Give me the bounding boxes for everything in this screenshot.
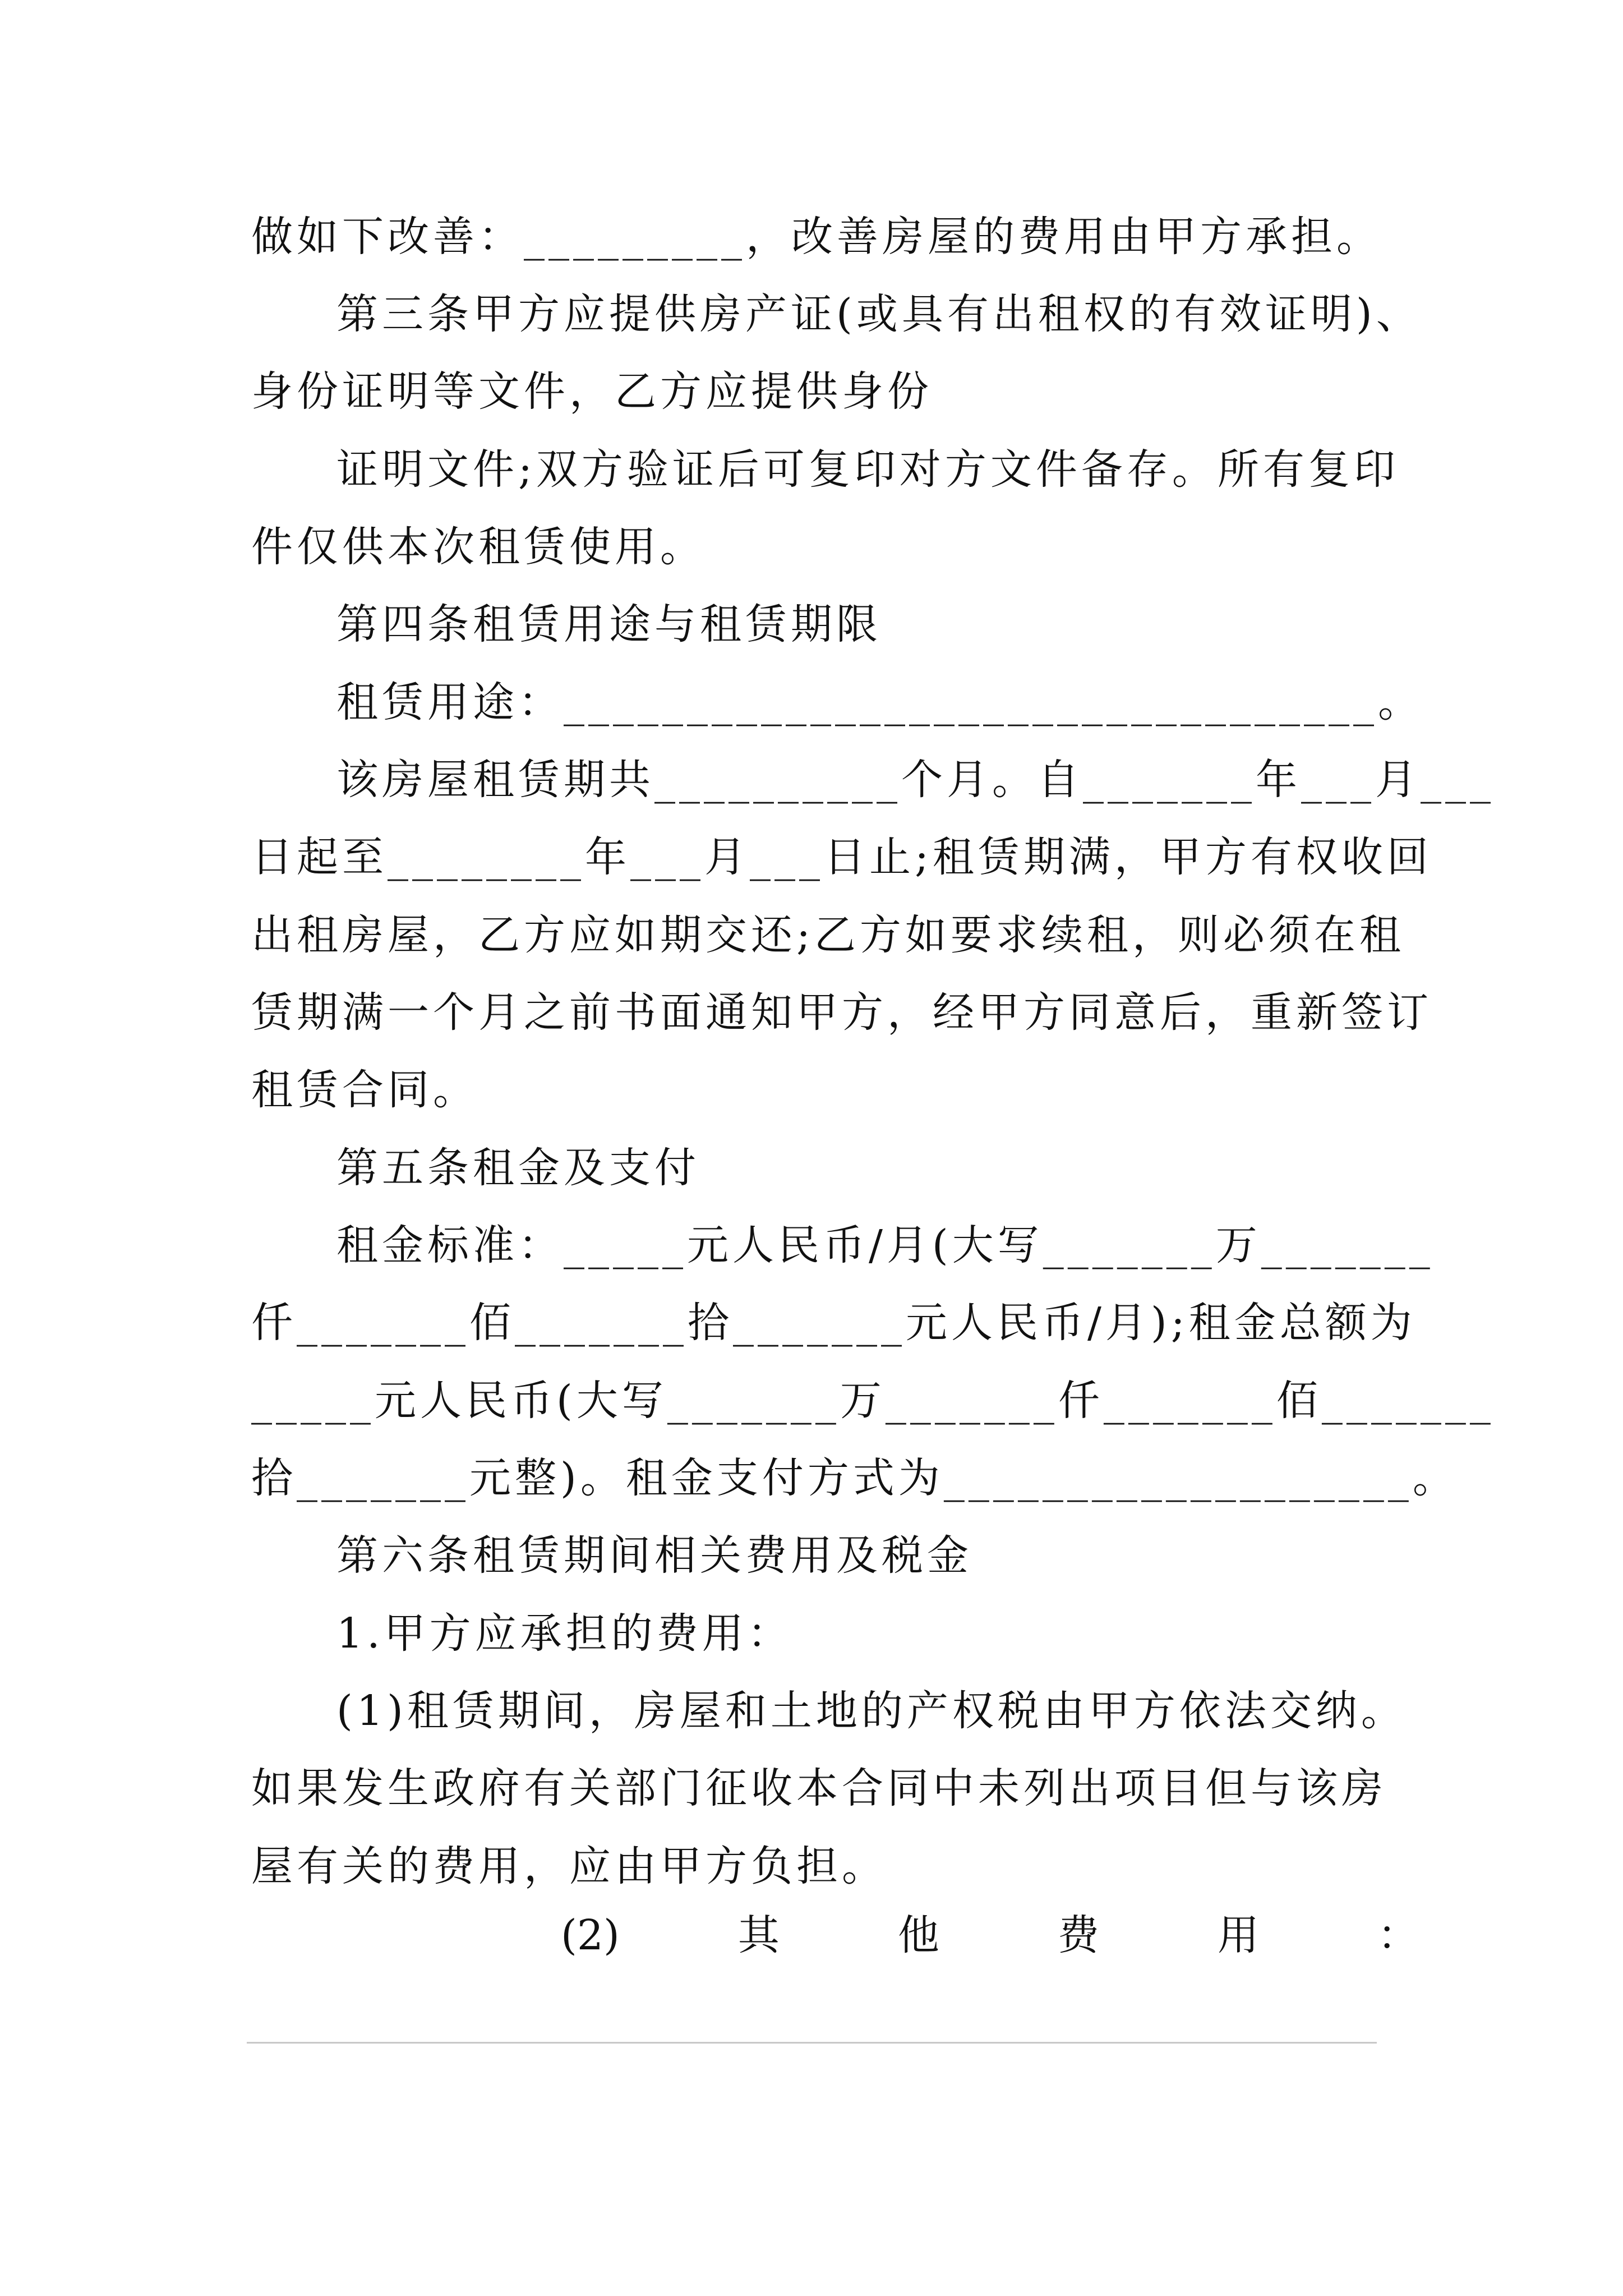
text-line: _____元人民币(大写_______万_______仟_______佰_______ (251, 1377, 1495, 1425)
text-line: (1)租赁期间，房屋和土地的产权税由甲方依法交纳。 (336, 1687, 1407, 1735)
other-fees-token: ： (1377, 1911, 1419, 1959)
clause-6-heading: 第六条租赁期间相关费用及税金 (336, 1531, 972, 1580)
text-line: 件仅供本次租赁使用。 (251, 523, 706, 571)
text-line: 日起至________年___月___日止;租赁期满，甲方有权收回 (251, 833, 1432, 881)
text-line: 屋有关的费用，应由甲方负担。 (251, 1842, 887, 1890)
text-line: 租赁合同。 (251, 1066, 478, 1114)
text-line: 出租房屋，乙方应如期交还;乙方如要求续租，则必须在租 (251, 911, 1405, 959)
fill-in-blank-rule (247, 2042, 1377, 2044)
other-fees-token: 他 (897, 1911, 939, 1959)
text-line: 证明文件;双方验证后可复印对方文件备存。所有复印 (336, 445, 1399, 494)
text-line: 如果发生政府有关部门征收本合同中未列出项目但与该房 (251, 1764, 1387, 1812)
text-line: 1.甲方应承担的费用： (336, 1609, 793, 1658)
other-fees-token: (2) (561, 1911, 620, 1959)
lease-term-line: 该房屋租赁期共__________个月。自_______年___月___ (336, 756, 1495, 804)
lease-purpose-line: 租赁用途：_________________________________。 (336, 678, 1423, 726)
text-line: 拾_______元整)。租金支付方式为___________________。 (251, 1454, 1458, 1502)
other-fees-token: 其 (737, 1911, 780, 1959)
text-line: 仟_______佰_______拾_______元人民币/月);租金总额为 (251, 1299, 1416, 1347)
rent-standard-line: 租金标准：_____元人民币/月(大写_______万_______ (336, 1221, 1434, 1269)
text-line: 身份证明等文件，乙方应提供身份 (251, 367, 933, 416)
other-fees-token: 用 (1217, 1911, 1259, 1959)
other-fees-token: 费 (1057, 1911, 1099, 1959)
clause-3-heading: 第三条甲方应提供房产证(或具有出租权的有效证明)、 (336, 290, 1422, 338)
other-fees-line (336, 1910, 1419, 1961)
clause-4-heading: 第四条租赁用途与租赁期限 (336, 600, 882, 648)
clause-5-heading: 第五条租金及支付 (336, 1144, 700, 1192)
text-line: 做如下改善：_________，改善房屋的费用由甲方承担。 (251, 213, 1382, 261)
text-line: 赁期满一个月之前书面通知甲方，经甲方同意后，重新签订 (251, 988, 1432, 1037)
